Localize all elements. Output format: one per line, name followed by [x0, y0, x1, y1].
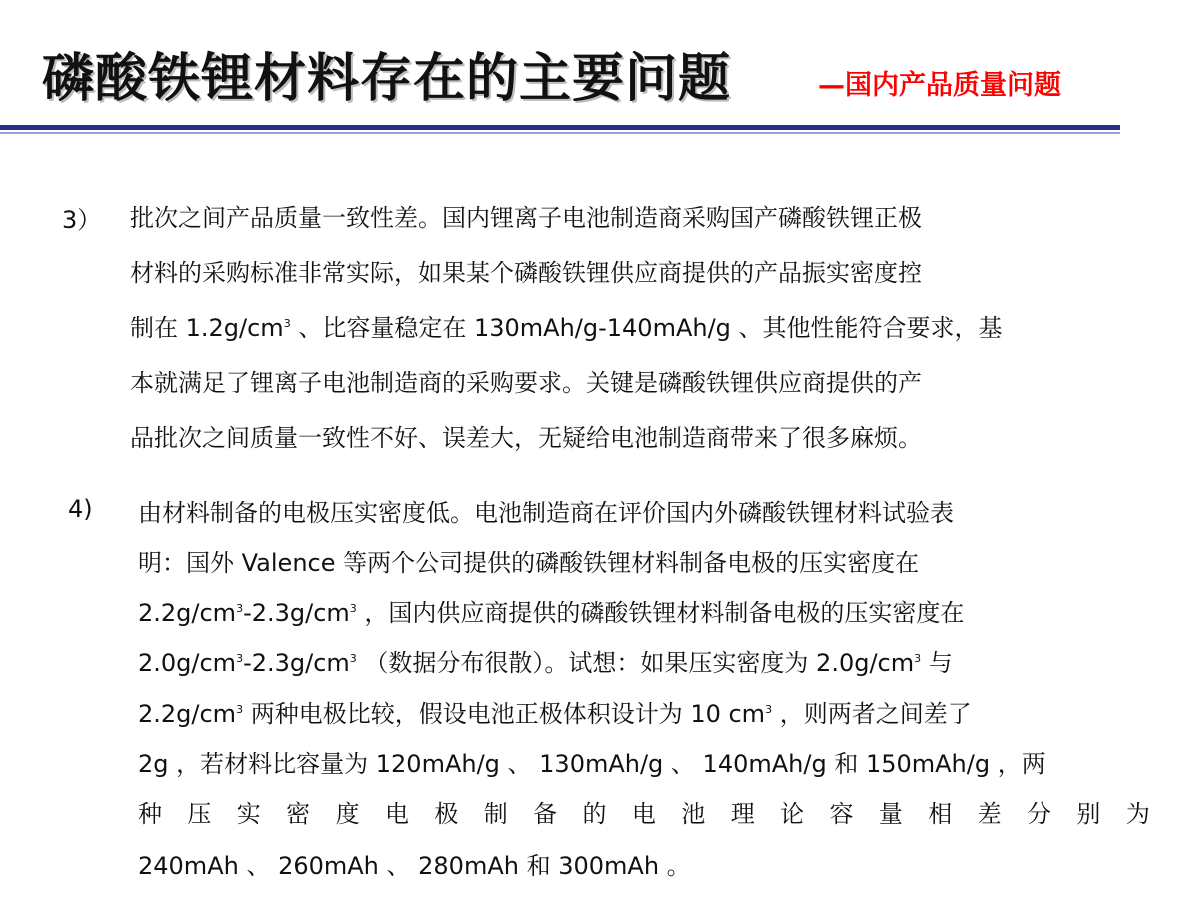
- title-divider: [0, 125, 1120, 130]
- justified-char: 制: [483, 800, 508, 828]
- justified-char: 实: [236, 800, 261, 828]
- item-4-line-3: $2.2g/cm^3-2.3g/cm^3$ ，国内供应商提供的磷酸铁锂材料制备电极的压实密度在: [138, 599, 965, 627]
- item-3-line-2: 材料的采购标准非常实际，如果某个磷酸铁锂供应商提供的产品振实密度控: [130, 259, 922, 287]
- item-4-line-2: 明：国外 Valence 等两个公司提供的磷酸铁锂材料制备电极的压实密度在: [138, 549, 920, 577]
- justified-char: 电: [384, 800, 409, 828]
- justified-char: 分: [1027, 800, 1052, 828]
- item-4-line-1: 由材料制备的电极压实密度低。电池制造商在评价国内外磷酸铁锂材料试验表: [138, 499, 954, 527]
- justified-char: 种: [138, 800, 162, 828]
- page-title: 磷酸铁锂材料存在的主要问题: [42, 49, 732, 109]
- item-4-line-4: $2.0g/cm^3-2.3g/cm^3$ （数据分布很散）。试想：如果压实密度为 $2.0g/cm^3$ 与: [138, 649, 953, 677]
- superscript-3: 3: [349, 652, 357, 665]
- justified-char: 度: [335, 800, 360, 828]
- item-3-line-5: 品批次之间质量一致性不好、误差大，无疑给电池制造商带来了很多麻烦。: [130, 424, 922, 452]
- superscript-3: 3: [349, 602, 357, 615]
- justified-char: 差: [977, 800, 1002, 828]
- justified-char: 为: [1125, 800, 1150, 828]
- justified-char: 的: [582, 800, 607, 828]
- justified-char: 密: [286, 800, 311, 828]
- item-3-line-1: 批次之间产品质量一致性差。国内锂离子电池制造商采购国产磷酸铁锂正极: [130, 204, 922, 232]
- item-4-line-8: 240mAh 、 260mAh 、 280mAh 和 300mAh 。: [138, 852, 691, 880]
- item-3-line-3: 制在 $1.2g/cm^3$ 、比容量稳定在 130mAh/g-140mAh/g 、其他性能符合要求，基: [130, 314, 1003, 342]
- justified-char: 容: [829, 800, 854, 828]
- item-4-number: 4): [68, 495, 93, 523]
- superscript-3: 3: [765, 703, 773, 716]
- justified-char: 极: [434, 800, 459, 828]
- justified-char: 理: [730, 800, 755, 828]
- justified-char: 相: [928, 800, 953, 828]
- justified-char: 压: [187, 800, 212, 828]
- page-subtitle: —国内产品质量问题: [818, 70, 1061, 101]
- superscript-3: 3: [236, 602, 244, 615]
- justified-char: 电: [631, 800, 656, 828]
- superscript-3: 3: [236, 652, 244, 665]
- item-4-line-6: 2g ，若材料比容量为 120mAh/g 、 130mAh/g 、 140mAh/g 和 150mAh/g ，两: [138, 750, 1046, 778]
- item-4-line-7: [138, 794, 1150, 829]
- superscript-3: 3: [914, 652, 922, 665]
- superscript-3: 3: [236, 703, 244, 716]
- title-divider-shadow: [0, 132, 1120, 134]
- justified-char: 别: [1076, 800, 1101, 828]
- item-3-number: 3）: [62, 206, 102, 234]
- justified-char: 论: [780, 800, 805, 828]
- item-4-line-5: $2.2g/cm^3$ 两种电极比较，假设电池正极体积设计为 10 $cm^3$ ，则两者之间差了: [138, 700, 972, 728]
- justified-char: 备: [533, 800, 558, 828]
- justified-char: 池: [681, 800, 706, 828]
- justified-char: 量: [878, 800, 903, 828]
- item-3-line-4: 本就满足了锂离子电池制造商的采购要求。关键是磷酸铁锂供应商提供的产: [130, 369, 922, 397]
- superscript-3: 3: [283, 317, 291, 330]
